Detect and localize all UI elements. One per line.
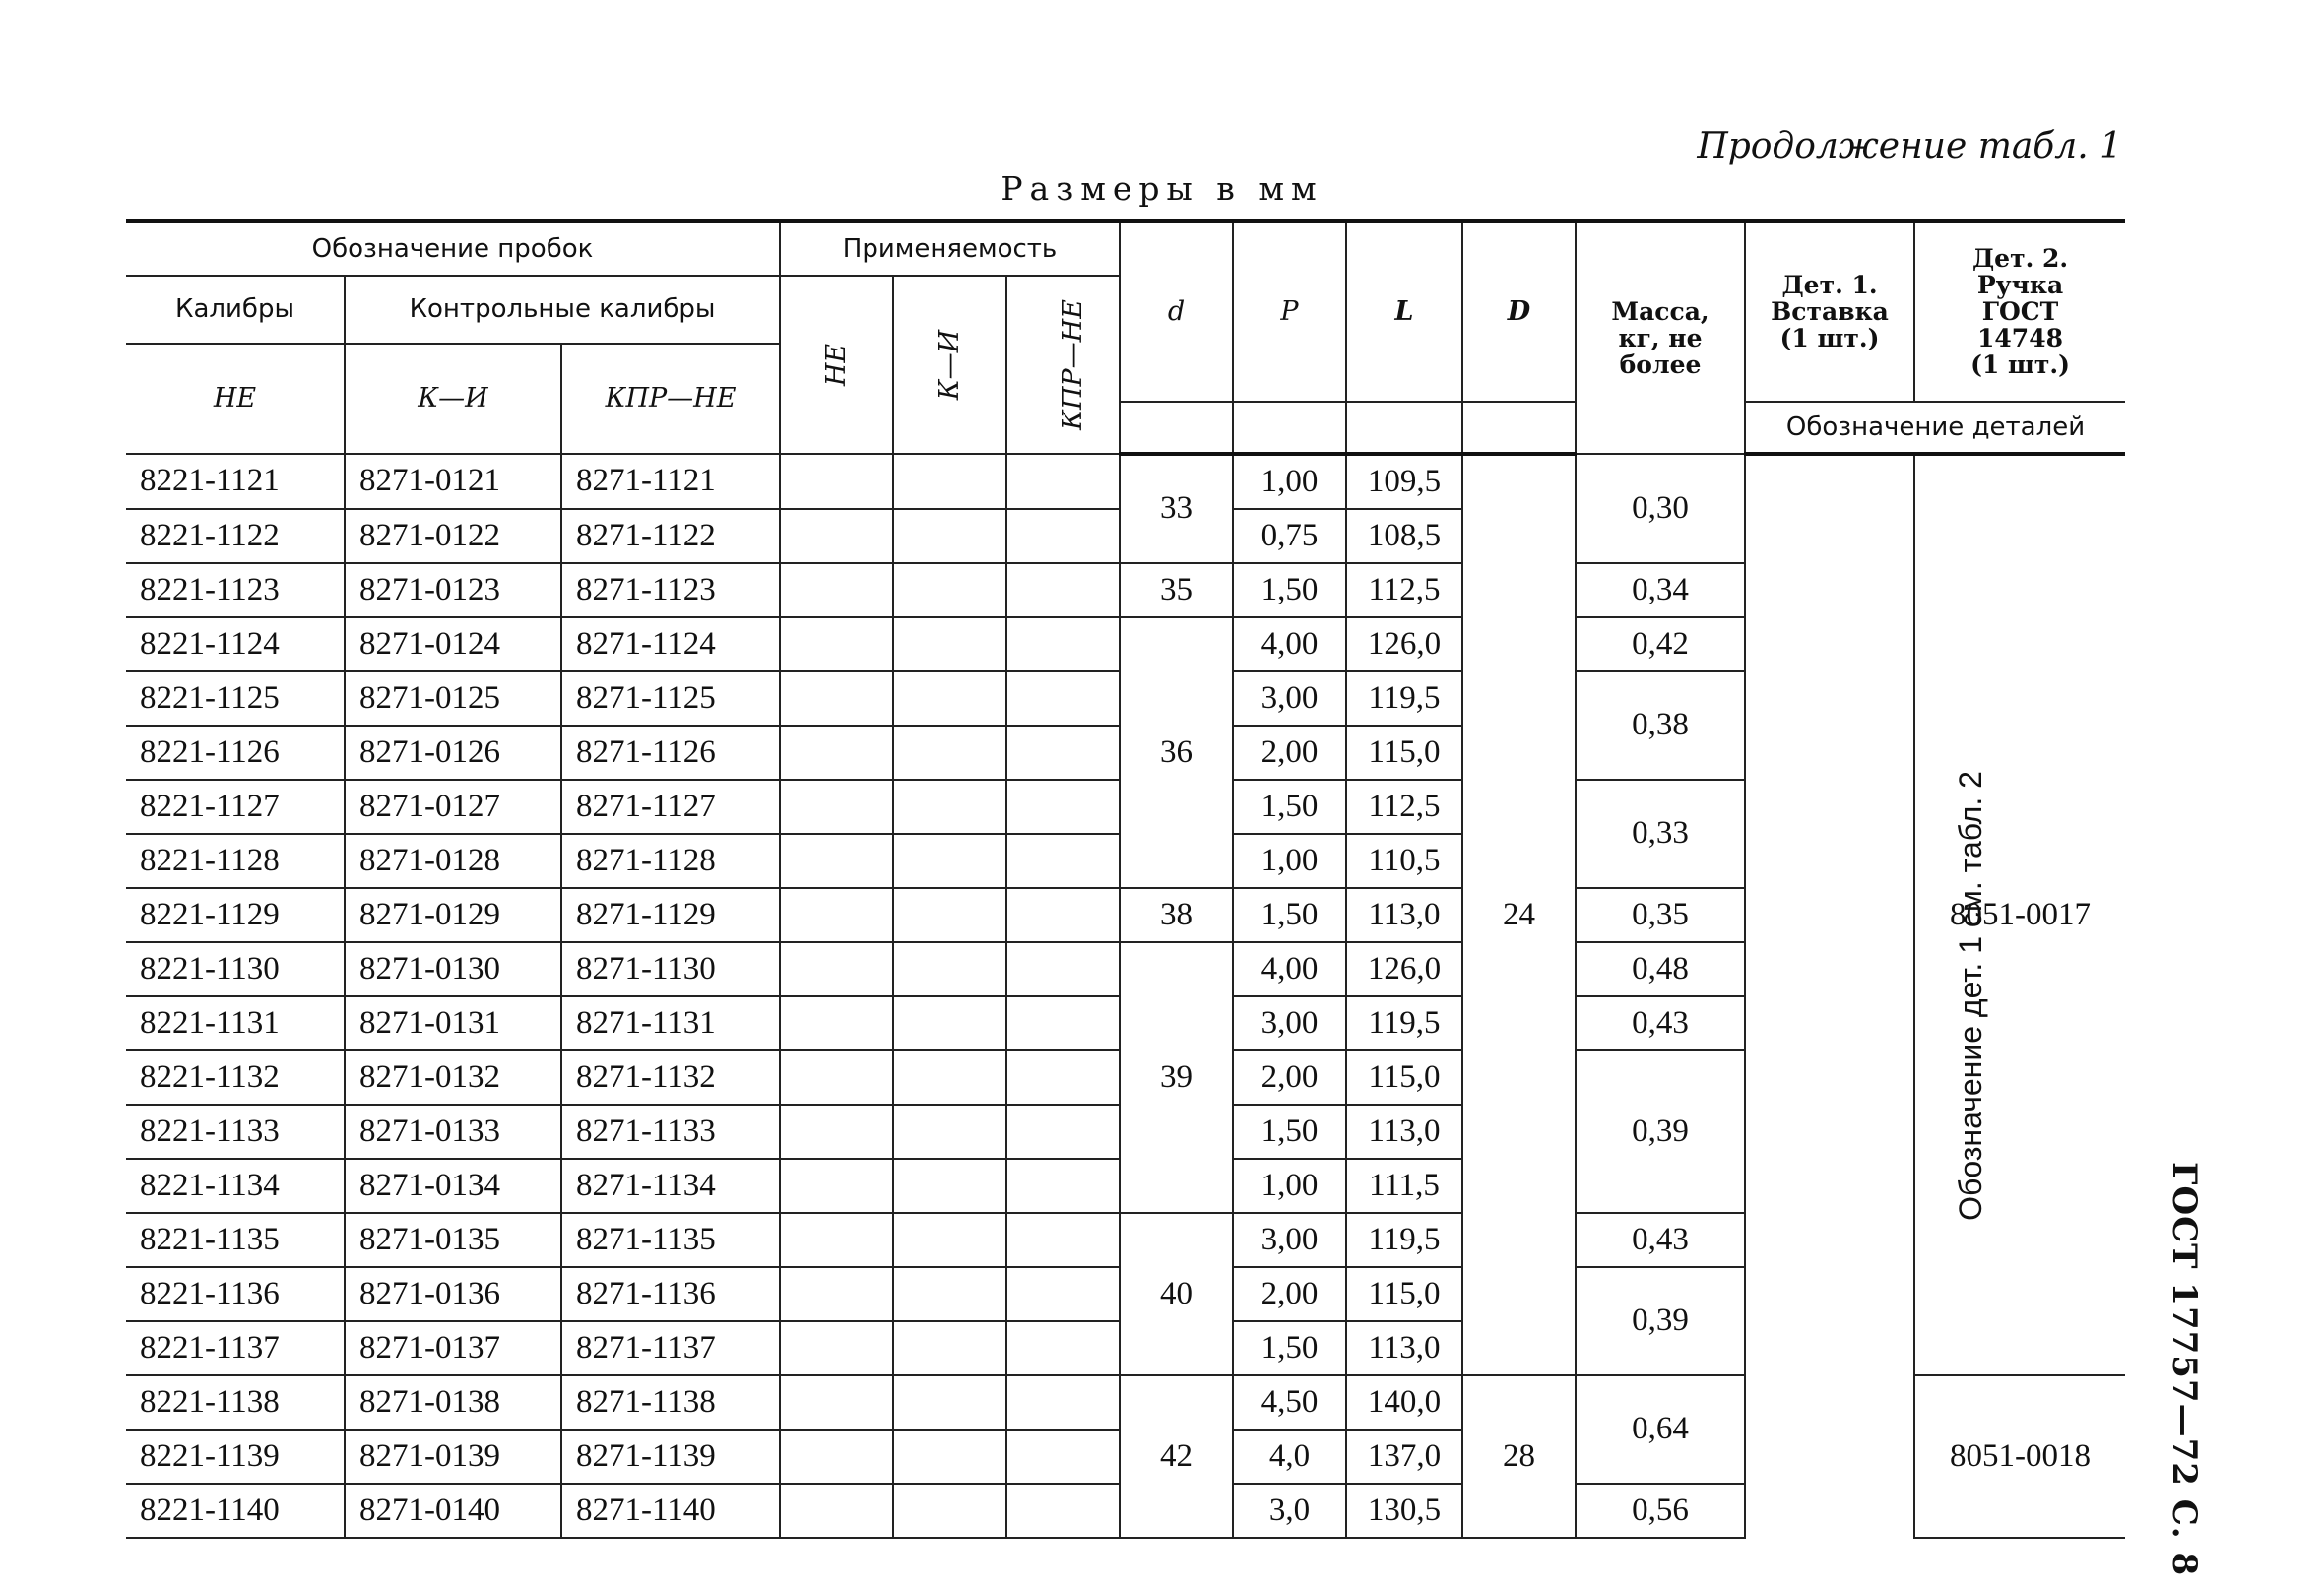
cell-ne: 8221-1133	[126, 1105, 345, 1159]
cell-kpr-ne: 8271-1121	[561, 454, 780, 509]
cell-l: 115,0	[1346, 1267, 1462, 1321]
cell-app-k-i	[893, 888, 1006, 942]
cell-ne: 8221-1123	[126, 563, 345, 617]
cell-app-k-i	[893, 1213, 1006, 1267]
cell-p: 1,00	[1233, 1159, 1346, 1213]
cell-p: 2,00	[1233, 1267, 1346, 1321]
cell-kpr-ne: 8271-1123	[561, 563, 780, 617]
cell-l: 119,5	[1346, 1213, 1462, 1267]
cell-ne: 8221-1140	[126, 1484, 345, 1538]
cell-app-k-i	[893, 671, 1006, 726]
cell-mass: 0,48	[1576, 942, 1745, 996]
header-det1	[1745, 222, 1914, 402]
cell-app-k-i	[893, 942, 1006, 996]
cell-app-k-i	[893, 1267, 1006, 1321]
cell-mass: 0,43	[1576, 996, 1745, 1050]
header-det2-line1: Дет. 2.	[1971, 244, 2069, 274]
header-calibers: Калибры	[126, 276, 345, 344]
cell-l: 108,5	[1346, 509, 1462, 563]
header-parts-designation: Обозначение деталей	[1745, 402, 2125, 454]
cell-app-ne	[780, 1375, 893, 1430]
cell-app-k-i	[893, 1050, 1006, 1105]
cell-app-ne	[780, 509, 893, 563]
cell-d: 42	[1120, 1375, 1233, 1538]
cell-p: 3,00	[1233, 671, 1346, 726]
header-mass-line3: более	[1619, 350, 1702, 379]
cell-D: 28	[1462, 1375, 1576, 1538]
table-caption: Продолжение табл. 1	[1697, 126, 2122, 166]
cell-k-i: 8271-0128	[345, 834, 561, 888]
cell-app-ne	[780, 1267, 893, 1321]
dimensions-table	[126, 219, 2125, 1539]
cell-app-kpr-ne	[1006, 1213, 1120, 1267]
cell-app-kpr-ne	[1006, 563, 1120, 617]
cell-app-kpr-ne	[1006, 1267, 1120, 1321]
header-mass-line1: Масса,	[1611, 296, 1710, 326]
cell-app-ne	[780, 726, 893, 780]
cell-p: 4,0	[1233, 1430, 1346, 1484]
cell-kpr-ne: 8271-1135	[561, 1213, 780, 1267]
cell-p: 1,00	[1233, 834, 1346, 888]
header-mass-line2: кг, не	[1618, 323, 1703, 352]
cell-app-kpr-ne	[1006, 671, 1120, 726]
cell-p: 2,00	[1233, 1050, 1346, 1105]
cell-handle: 8051-0018	[1914, 1375, 2125, 1538]
cell-ne: 8221-1136	[126, 1267, 345, 1321]
cell-ne: 8221-1128	[126, 834, 345, 888]
header-det2-line4: 14748	[1977, 324, 2063, 353]
cell-kpr-ne: 8271-1124	[561, 617, 780, 671]
cell-l: 130,5	[1346, 1484, 1462, 1538]
cell-kpr-ne: 8271-1122	[561, 509, 780, 563]
table-header	[126, 222, 2125, 454]
cell-kpr-ne: 8271-1134	[561, 1159, 780, 1213]
cell-k-i: 8271-0140	[345, 1484, 561, 1538]
cell-l: 113,0	[1346, 888, 1462, 942]
cell-mass: 0,39	[1576, 1267, 1745, 1375]
cell-l: 113,0	[1346, 1105, 1462, 1159]
cell-app-k-i	[893, 1105, 1006, 1159]
header-det1-line3: (1 шт.)	[1779, 324, 1880, 353]
cell-kpr-ne: 8271-1128	[561, 834, 780, 888]
header-ne: НЕ	[126, 344, 345, 454]
cell-app-kpr-ne	[1006, 1321, 1120, 1375]
cell-ne: 8221-1126	[126, 726, 345, 780]
cell-mass: 0,34	[1576, 563, 1745, 617]
cell-kpr-ne: 8271-1127	[561, 780, 780, 834]
cell-ne: 8221-1135	[126, 1213, 345, 1267]
cell-p: 1,50	[1233, 780, 1346, 834]
cell-kpr-ne: 8271-1137	[561, 1321, 780, 1375]
cell-app-k-i	[893, 1430, 1006, 1484]
cell-app-ne	[780, 1484, 893, 1538]
cell-app-k-i	[893, 1321, 1006, 1375]
cell-k-i: 8271-0131	[345, 996, 561, 1050]
cell-l: 109,5	[1346, 454, 1462, 509]
cell-D: 24	[1462, 454, 1576, 1375]
cell-det1-note	[1745, 454, 1988, 1538]
cell-app-ne	[780, 563, 893, 617]
header-applicability: Применяемость	[780, 222, 1120, 277]
cell-app-k-i	[893, 617, 1006, 671]
cell-l: 140,0	[1346, 1375, 1462, 1430]
cell-l: 112,5	[1346, 780, 1462, 834]
cell-p: 1,50	[1233, 1321, 1346, 1375]
cell-mass: 0,64	[1576, 1375, 1745, 1484]
cell-kpr-ne: 8271-1131	[561, 996, 780, 1050]
cell-ne: 8221-1122	[126, 509, 345, 563]
cell-kpr-ne: 8271-1130	[561, 942, 780, 996]
header-d-tail	[1120, 402, 1233, 454]
cell-app-k-i	[893, 996, 1006, 1050]
units-title: Размеры в мм	[1001, 169, 1323, 208]
cell-ne: 8221-1129	[126, 888, 345, 942]
cell-app-kpr-ne	[1006, 1484, 1120, 1538]
header-l: L	[1346, 222, 1462, 402]
cell-k-i: 8271-0124	[345, 617, 561, 671]
cell-k-i: 8271-0126	[345, 726, 561, 780]
cell-kpr-ne: 8271-1129	[561, 888, 780, 942]
header-mass	[1576, 222, 1745, 454]
cell-k-i: 8271-0127	[345, 780, 561, 834]
cell-ne: 8221-1127	[126, 780, 345, 834]
cell-app-ne	[780, 1430, 893, 1484]
cell-app-kpr-ne	[1006, 942, 1120, 996]
cell-kpr-ne: 8271-1138	[561, 1375, 780, 1430]
header-app-kpr-ne	[1006, 276, 1120, 454]
cell-k-i: 8271-0129	[345, 888, 561, 942]
cell-mass: 0,43	[1576, 1213, 1745, 1267]
cell-l: 110,5	[1346, 834, 1462, 888]
header-det2	[1914, 222, 2125, 402]
cell-app-kpr-ne	[1006, 1159, 1120, 1213]
cell-p: 1,50	[1233, 1105, 1346, 1159]
cell-app-ne	[780, 996, 893, 1050]
cell-kpr-ne: 8271-1126	[561, 726, 780, 780]
cell-k-i: 8271-0121	[345, 454, 561, 509]
header-det2-line2: Ручка	[1976, 271, 2064, 300]
cell-app-ne	[780, 1213, 893, 1267]
cell-l: 137,0	[1346, 1430, 1462, 1484]
cell-app-k-i	[893, 1159, 1006, 1213]
cell-k-i: 8271-0135	[345, 1213, 561, 1267]
cell-app-ne	[780, 834, 893, 888]
cell-ne: 8221-1137	[126, 1321, 345, 1375]
cell-d: 40	[1120, 1213, 1233, 1375]
header-det2-line3: ГОСТ	[1981, 297, 2059, 327]
cell-mass: 0,39	[1576, 1050, 1745, 1213]
cell-ne: 8221-1125	[126, 671, 345, 726]
cell-app-ne	[780, 1159, 893, 1213]
cell-app-ne	[780, 888, 893, 942]
cell-d: 36	[1120, 617, 1233, 888]
header-D-tail	[1462, 402, 1576, 454]
cell-kpr-ne: 8271-1139	[561, 1430, 780, 1484]
table-body	[126, 454, 2125, 1538]
cell-p: 1,00	[1233, 454, 1346, 509]
cell-app-kpr-ne	[1006, 454, 1120, 509]
header-det1-line2: Вставка	[1771, 297, 1889, 327]
cell-l: 112,5	[1346, 563, 1462, 617]
header-app-ne-label: НЕ	[820, 343, 852, 386]
cell-kpr-ne: 8271-1140	[561, 1484, 780, 1538]
cell-d: 38	[1120, 888, 1233, 942]
header-kpr-ne: КПР—НЕ	[561, 344, 780, 454]
header-p: P	[1233, 222, 1346, 402]
header-app-kpr-ne-label: КПР—НЕ	[1057, 298, 1088, 430]
cell-app-kpr-ne	[1006, 726, 1120, 780]
cell-ne: 8221-1138	[126, 1375, 345, 1430]
cell-p: 3,0	[1233, 1484, 1346, 1538]
cell-k-i: 8271-0132	[345, 1050, 561, 1105]
cell-app-k-i	[893, 780, 1006, 834]
cell-k-i: 8271-0125	[345, 671, 561, 726]
cell-app-k-i	[893, 1375, 1006, 1430]
cell-p: 4,00	[1233, 617, 1346, 671]
cell-p: 3,00	[1233, 996, 1346, 1050]
cell-k-i: 8271-0122	[345, 509, 561, 563]
cell-app-ne	[780, 1321, 893, 1375]
cell-l: 119,5	[1346, 996, 1462, 1050]
cell-app-kpr-ne	[1006, 1430, 1120, 1484]
cell-app-k-i	[893, 726, 1006, 780]
document-side-title: ГОСТ 17757—72 С. 8	[2164, 1162, 2204, 1577]
cell-app-ne	[780, 1050, 893, 1105]
header-control-calibers: Контрольные калибры	[345, 276, 780, 344]
det1-note-text: Обозначение дет. 1 см. табл. 2	[1952, 771, 1988, 1221]
cell-kpr-ne: 8271-1133	[561, 1105, 780, 1159]
cell-app-k-i	[893, 454, 1006, 509]
cell-app-k-i	[893, 509, 1006, 563]
cell-app-k-i	[893, 563, 1006, 617]
cell-app-ne	[780, 1105, 893, 1159]
table-row	[126, 454, 2125, 509]
cell-mass: 0,35	[1576, 888, 1745, 942]
cell-kpr-ne: 8271-1136	[561, 1267, 780, 1321]
cell-app-kpr-ne	[1006, 1105, 1120, 1159]
cell-ne: 8221-1131	[126, 996, 345, 1050]
header-app-k-i	[893, 276, 1006, 454]
header-l-tail	[1346, 402, 1462, 454]
cell-app-kpr-ne	[1006, 1050, 1120, 1105]
cell-l: 115,0	[1346, 726, 1462, 780]
cell-mass: 0,30	[1576, 454, 1745, 563]
cell-p: 4,50	[1233, 1375, 1346, 1430]
header-det2-line5: (1 шт.)	[1970, 350, 2070, 380]
cell-p: 4,00	[1233, 942, 1346, 996]
cell-k-i: 8271-0130	[345, 942, 561, 996]
cell-ne: 8221-1121	[126, 454, 345, 509]
cell-ne: 8221-1139	[126, 1430, 345, 1484]
cell-app-kpr-ne	[1006, 509, 1120, 563]
cell-app-k-i	[893, 1484, 1006, 1538]
cell-app-ne	[780, 671, 893, 726]
cell-mass: 0,33	[1576, 780, 1745, 888]
cell-app-ne	[780, 454, 893, 509]
cell-d: 39	[1120, 942, 1233, 1213]
cell-k-i: 8271-0123	[345, 563, 561, 617]
cell-app-k-i	[893, 834, 1006, 888]
cell-app-kpr-ne	[1006, 1375, 1120, 1430]
cell-app-kpr-ne	[1006, 617, 1120, 671]
header-D: D	[1462, 222, 1576, 402]
cell-kpr-ne: 8271-1125	[561, 671, 780, 726]
cell-p: 0,75	[1233, 509, 1346, 563]
cell-k-i: 8271-0136	[345, 1267, 561, 1321]
cell-handle: 8051-0017	[1914, 454, 2125, 1375]
cell-ne: 8221-1134	[126, 1159, 345, 1213]
cell-l: 111,5	[1346, 1159, 1462, 1213]
cell-app-ne	[780, 780, 893, 834]
cell-ne: 8221-1132	[126, 1050, 345, 1105]
header-app-ne	[780, 276, 893, 454]
cell-l: 126,0	[1346, 942, 1462, 996]
cell-l: 126,0	[1346, 617, 1462, 671]
cell-kpr-ne: 8271-1132	[561, 1050, 780, 1105]
cell-k-i: 8271-0137	[345, 1321, 561, 1375]
cell-mass: 0,38	[1576, 671, 1745, 780]
cell-p: 2,00	[1233, 726, 1346, 780]
cell-mass: 0,56	[1576, 1484, 1745, 1538]
cell-ne: 8221-1124	[126, 617, 345, 671]
cell-k-i: 8271-0138	[345, 1375, 561, 1430]
cell-app-kpr-ne	[1006, 834, 1120, 888]
header-designation-plugs: Обозначение пробок	[126, 222, 780, 277]
cell-l: 119,5	[1346, 671, 1462, 726]
cell-l: 113,0	[1346, 1321, 1462, 1375]
cell-app-ne	[780, 617, 893, 671]
cell-k-i: 8271-0134	[345, 1159, 561, 1213]
header-p-tail	[1233, 402, 1346, 454]
cell-k-i: 8271-0139	[345, 1430, 561, 1484]
header-d: d	[1120, 222, 1233, 402]
cell-app-ne	[780, 942, 893, 996]
cell-d: 33	[1120, 454, 1233, 563]
cell-p: 1,50	[1233, 563, 1346, 617]
cell-p: 3,00	[1233, 1213, 1346, 1267]
header-det1-line1: Дет. 1.	[1781, 271, 1878, 300]
cell-mass: 0,42	[1576, 617, 1745, 671]
cell-app-kpr-ne	[1006, 888, 1120, 942]
cell-app-kpr-ne	[1006, 780, 1120, 834]
cell-ne: 8221-1130	[126, 942, 345, 996]
cell-k-i: 8271-0133	[345, 1105, 561, 1159]
cell-d: 35	[1120, 563, 1233, 617]
header-k-i: К—И	[345, 344, 561, 454]
cell-app-kpr-ne	[1006, 996, 1120, 1050]
header-app-k-i-label: К—И	[934, 329, 965, 400]
cell-l: 115,0	[1346, 1050, 1462, 1105]
cell-p: 1,50	[1233, 888, 1346, 942]
